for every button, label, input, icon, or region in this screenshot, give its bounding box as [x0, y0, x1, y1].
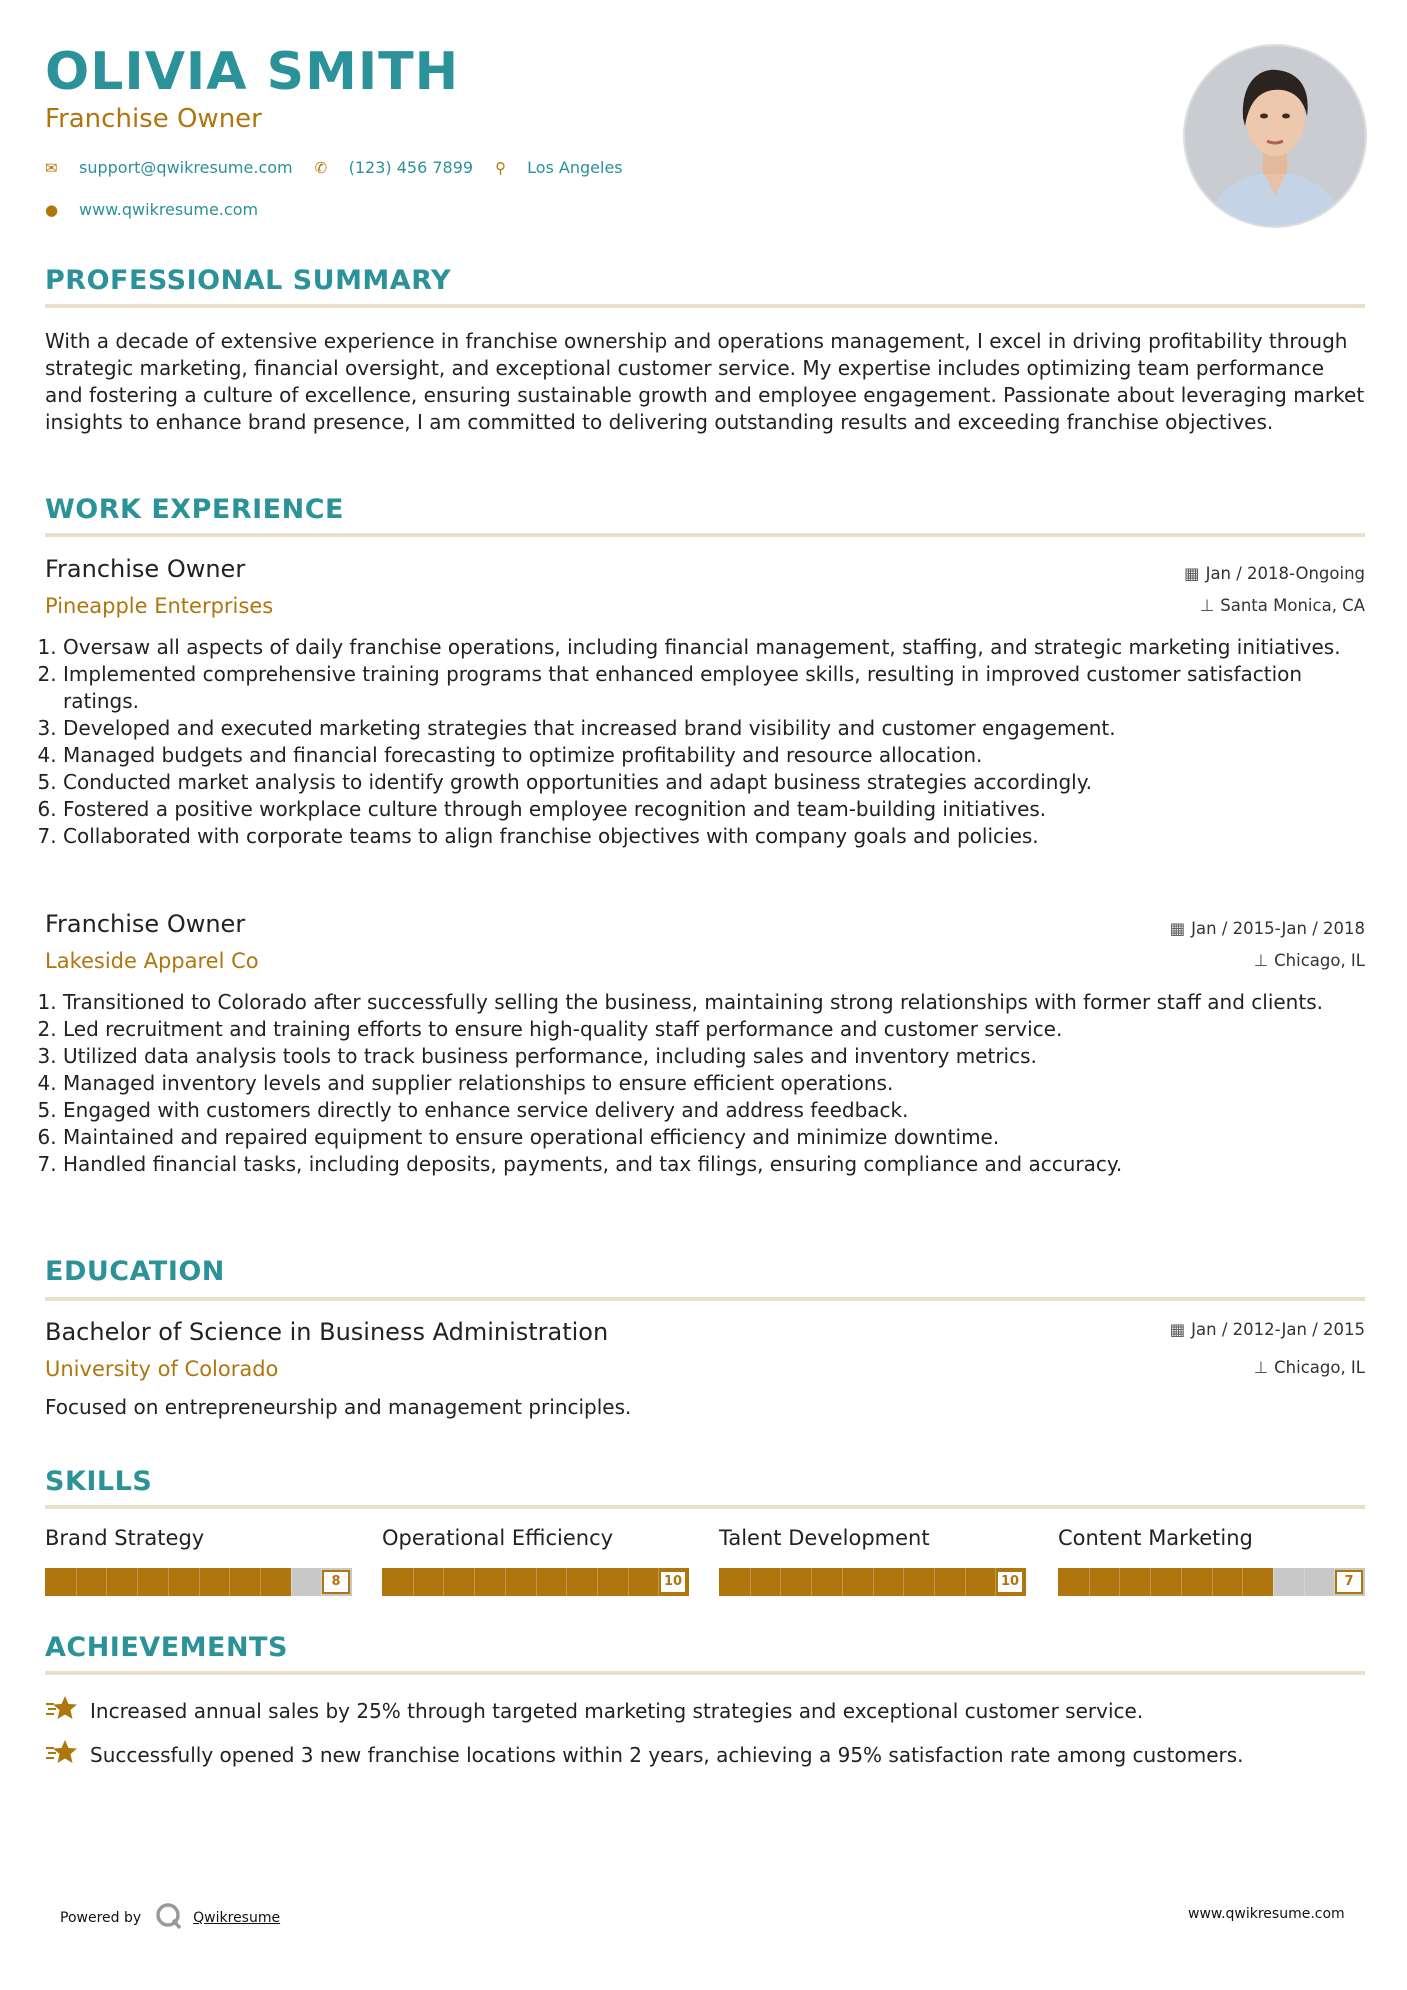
company-name: Pineapple Enterprises	[45, 594, 274, 618]
skill-bar-segment	[1150, 1568, 1151, 1596]
skill-item	[719, 1526, 1026, 1596]
duties-list	[45, 634, 1353, 850]
duty-item: 7. Collaborated with corporate teams to align franchise objectives with company goals and policies.	[63, 823, 1353, 850]
skill-bar-segment	[536, 1568, 537, 1596]
job-location-text: Santa Monica, CA	[1220, 596, 1365, 615]
map-marker-icon: ⚲	[495, 158, 507, 177]
website-link[interactable]: www.qwikresume.com	[79, 200, 259, 219]
section-divider	[45, 1505, 1365, 1509]
globe-icon: ●	[45, 200, 59, 219]
skill-bar-segment	[505, 1568, 506, 1596]
skill-bar	[1058, 1568, 1365, 1596]
duty-item: 5. Conducted market analysis to identify growth opportunities and adapt business strategies accordingly.	[63, 769, 1353, 796]
candidate-role: Franchise Owner	[45, 104, 262, 134]
achievement-item	[45, 1738, 1244, 1771]
skill-bar-segment	[137, 1568, 138, 1596]
skill-bar-segment	[1304, 1568, 1305, 1596]
skill-bar-segment	[965, 1568, 966, 1596]
skill-bar-segment	[291, 1568, 292, 1596]
job-location	[1200, 596, 1365, 615]
achievements-heading: ACHIEVEMENTS	[45, 1632, 288, 1663]
skill-bar-segment	[1089, 1568, 1090, 1596]
contact-row	[45, 158, 623, 177]
profile-photo	[1183, 44, 1367, 228]
skill-bar-segment	[260, 1568, 261, 1596]
skill-bar-segment	[229, 1568, 230, 1596]
skill-bar-segment	[934, 1568, 935, 1596]
skill-bar	[45, 1568, 352, 1596]
qwikresume-brand-link[interactable]: Qwikresume	[193, 1910, 281, 1926]
candidate-name: OLIVIA SMITH	[45, 42, 460, 102]
skill-name: Operational Efficiency	[382, 1526, 614, 1550]
duty-item: 4. Managed inventory levels and supplier relationships to ensure efficient operations.	[63, 1070, 1353, 1097]
education-location-text: Chicago, IL	[1274, 1358, 1365, 1377]
star-icon	[45, 1694, 90, 1727]
skill-bar-segment	[106, 1568, 107, 1596]
skill-bar-segment	[443, 1568, 444, 1596]
education-description: Focused on entrepreneurship and management principles.	[45, 1395, 632, 1419]
star-icon	[45, 1738, 90, 1771]
section-divider	[45, 533, 1365, 537]
education-dates	[1170, 1320, 1365, 1339]
skill-bar-segment	[1119, 1568, 1120, 1596]
skill-bar-segment	[76, 1568, 77, 1596]
skill-item	[382, 1526, 689, 1596]
duty-item: 5. Engaged with customers directly to enhance service delivery and address feedback.	[63, 1097, 1353, 1124]
skill-bar-segment	[168, 1568, 169, 1596]
duty-item: 1. Transitioned to Colorado after successfully selling the business, maintaining strong relationships with former staff and clients.	[63, 989, 1353, 1016]
skill-bar-segment	[873, 1568, 874, 1596]
achievement-text: Increased annual sales by 25% through targeted marketing strategies and exceptional customer service.	[90, 1698, 1144, 1723]
pin-icon: ⊥	[1199, 596, 1215, 615]
skill-level: 10	[659, 1570, 687, 1594]
skill-level: 10	[996, 1570, 1024, 1594]
duty-item: 7. Handled financial tasks, including deposits, payments, and tax filings, ensuring compliance and accuracy.	[63, 1151, 1353, 1178]
job-dates	[1184, 564, 1365, 583]
calendar-icon: ▦	[1183, 564, 1200, 583]
skill-bar-segment	[474, 1568, 475, 1596]
skill-bar-segment	[199, 1568, 200, 1596]
education-location	[1254, 1358, 1365, 1377]
education-heading: EDUCATION	[45, 1256, 225, 1287]
job-location-text: Chicago, IL	[1274, 951, 1365, 970]
phone-link[interactable]: (123) 456 7899	[348, 158, 474, 177]
skill-bar-fill	[1058, 1568, 1273, 1596]
duty-item: 2. Led recruitment and training efforts to ensure high-quality staff performance and customer service.	[63, 1016, 1353, 1043]
qwikresume-logo-icon	[155, 1902, 183, 1934]
education-dates-text: Jan / 2012-Jan / 2015	[1191, 1320, 1365, 1339]
job-dates-text: Jan / 2015-Jan / 2018	[1191, 919, 1365, 938]
section-divider	[45, 1297, 1365, 1301]
skill-bar	[719, 1568, 1026, 1596]
skill-level: 7	[1335, 1570, 1363, 1594]
skill-bar-segment	[811, 1568, 812, 1596]
achievement-text: Successfully opened 3 new franchise locations within 2 years, achieving a 95% satisfaction rate among customers.	[90, 1742, 1244, 1767]
degree-title: Bachelor of Science in Business Administration	[45, 1318, 609, 1346]
skill-name: Brand Strategy	[45, 1526, 205, 1550]
job-title: Franchise Owner	[45, 555, 246, 583]
skill-name: Talent Development	[719, 1526, 930, 1550]
skill-name: Content Marketing	[1058, 1526, 1253, 1550]
portrait-image	[1185, 46, 1365, 226]
summary-heading: PROFESSIONAL SUMMARY	[45, 265, 452, 296]
phone-icon: ✆	[314, 158, 328, 177]
email-link[interactable]: support@qwikresume.com	[79, 158, 293, 177]
duty-item: 6. Fostered a positive workplace culture through employee recognition and team-building initiatives.	[63, 796, 1353, 823]
summary-text: With a decade of extensive experience in franchise ownership and operations management, I excel in driving profitability through strategic marketing, financial oversight, and exceptional customer service. My expertise includes optimizing team performance and fostering a culture of excellence, ensuring sustainable growth and employee engagement. Passionate about leveraging market insights to enhance brand presence, I am committed to delivering outstanding results and exceeding franchise objectives.	[45, 329, 1365, 434]
skill-bar-segment	[628, 1568, 629, 1596]
achievement-item	[45, 1694, 1143, 1727]
duty-item: 6. Maintained and repaired equipment to ensure operational efficiency and minimize downtime.	[63, 1124, 1353, 1151]
pin-icon: ⊥	[1253, 1358, 1269, 1377]
duty-item: 4. Managed budgets and financial forecasting to optimize profitability and resource allocation.	[63, 742, 1353, 769]
envelope-icon: ✉	[45, 158, 58, 177]
duty-item: 3. Utilized data analysis tools to track business performance, including sales and inventory metrics.	[63, 1043, 1353, 1070]
pin-icon: ⊥	[1253, 951, 1269, 970]
skill-bar-segment	[1212, 1568, 1213, 1596]
school-name: University of Colorado	[45, 1357, 279, 1381]
skill-bar-segment	[1181, 1568, 1182, 1596]
skill-bar-segment	[780, 1568, 781, 1596]
footer-website[interactable]: www.qwikresume.com	[1188, 1906, 1345, 1922]
skill-bar-segment	[413, 1568, 414, 1596]
skill-bar-segment	[597, 1568, 598, 1596]
skill-bar-segment	[1273, 1568, 1274, 1596]
location-text: Los Angeles	[527, 158, 623, 177]
section-divider	[45, 304, 1365, 308]
job-dates-text: Jan / 2018-Ongoing	[1205, 564, 1365, 583]
duty-item: 1. Oversaw all aspects of daily franchise operations, including financial management, staffing, and strategic marketing initiatives.	[63, 634, 1353, 661]
job-location	[1254, 951, 1365, 970]
skill-bar-segment	[1242, 1568, 1243, 1596]
skills-heading: SKILLS	[45, 1466, 153, 1497]
powered-by-label: Powered by	[60, 1910, 142, 1926]
job-title: Franchise Owner	[45, 910, 246, 938]
duty-item: 3. Developed and executed marketing strategies that increased brand visibility and customer engagement.	[63, 715, 1353, 742]
calendar-icon: ▦	[1169, 1320, 1186, 1339]
skill-item	[45, 1526, 352, 1596]
skill-item	[1058, 1526, 1365, 1596]
skill-bar-segment	[842, 1568, 843, 1596]
skill-bar-segment	[566, 1568, 567, 1596]
skill-bar	[382, 1568, 689, 1596]
experience-heading: WORK EXPERIENCE	[45, 494, 344, 525]
company-name: Lakeside Apparel Co	[45, 949, 259, 973]
skill-level: 8	[322, 1570, 350, 1594]
job-dates	[1170, 919, 1365, 938]
footer-powered-by	[60, 1902, 280, 1934]
website-row	[45, 200, 258, 219]
duty-item: 2. Implemented comprehensive training programs that enhanced employee skills, resulting in improved customer satisfaction ratings.	[63, 661, 1353, 715]
section-divider	[45, 1671, 1365, 1675]
calendar-icon: ▦	[1169, 919, 1186, 938]
skill-bar-segment	[750, 1568, 751, 1596]
duties-list	[45, 989, 1353, 1178]
skill-bar-segment	[903, 1568, 904, 1596]
